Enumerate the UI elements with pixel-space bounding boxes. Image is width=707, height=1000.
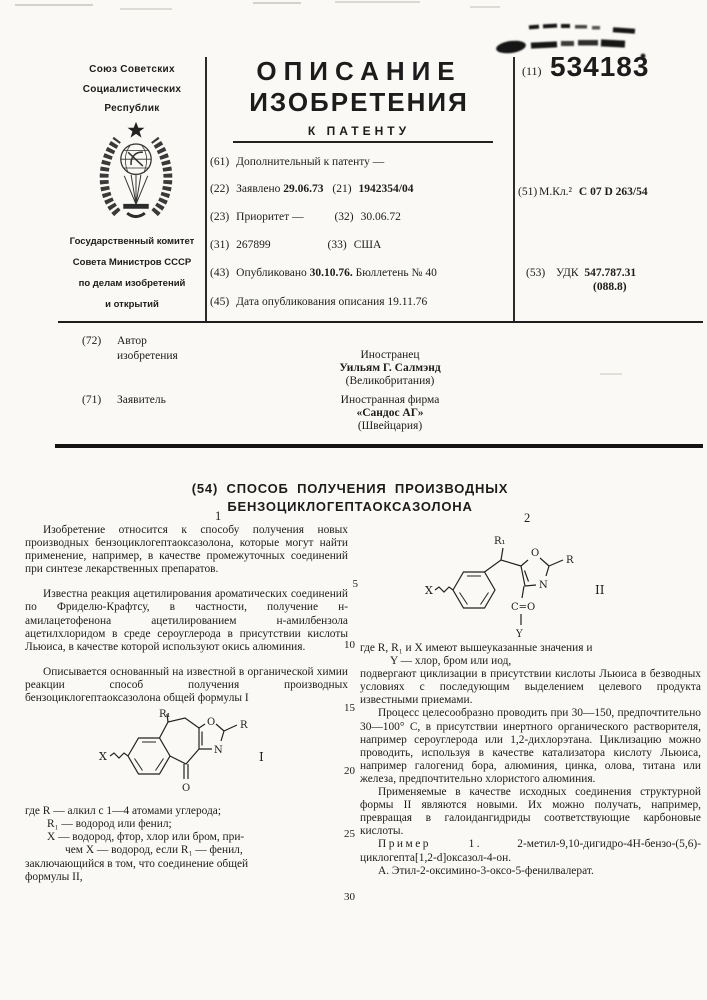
field-text: УДК — [556, 267, 579, 279]
body-column-left — [25, 524, 348, 884]
field-code: (23) — [210, 211, 230, 223]
chemical-formula-1 — [97, 709, 277, 801]
column-marker-1: 1 — [215, 509, 222, 523]
paragraph: Изобретение относится к способу получения новых производных бензоциклогептаоксазолона, которые могут найти применение, например, в качестве промежуточных соединений при синтезе лекарственных препаратов. — [25, 524, 348, 576]
paragraph: А. Этил-2-оксимино-3-оксо-5-фенилвалерат. — [378, 864, 594, 877]
definition-line: R₁ — водород или фенил; — [47, 818, 172, 831]
field-code: (51) — [518, 186, 538, 198]
applicant-block — [240, 394, 540, 433]
invention-title-line2: БЕНЗОЦИКЛОГЕПТАОКСАЗОЛОНА — [227, 499, 473, 514]
biblio-row-31 — [210, 239, 512, 251]
paragraph: Процесс целесообразно проводить при 30—150, предпочтительно 30—100° С, в присутствии инертного органического растворителя, например сероуглерода или 1,2-дихлорэтана. Циклизацию можно проводить, используя в качестве катализатора кислоту Льюиса, например галогенид бора, алюминия, цинка, олова, титана или железа, предпочтительно хлористого алюминия. — [360, 707, 701, 785]
column-marker-2: 2 — [524, 511, 531, 525]
where-clause-2: Y — хлор, бром или иод, — [390, 655, 512, 668]
author-label-2: изобретения — [117, 350, 178, 362]
chemical-formula-2 — [423, 528, 638, 640]
biblio-row-51 — [518, 186, 648, 198]
udc-number: 547.787.31 — [584, 267, 637, 279]
committee-line: по делам изобретений — [78, 278, 186, 289]
example-text: 2-метил-9,10-дигидро-4Н-бензо-(5,6)-циклогепта[1,2-d]оксазол-4-он. — [360, 838, 701, 864]
field-text: Опубликовано — [236, 267, 307, 279]
atom-x: X — [98, 750, 107, 764]
line-number-30: 30 — [344, 891, 355, 903]
filing-date: 29.06.73 — [283, 183, 324, 195]
paragraph: Известна реакция ацетилирования ароматических соединений по Фриделю-Крафтсу, в частности, получение н-амилацетофенона ацетилированием н-амилбензола ацетилхлоридом в среде сероуглерода в присутствии кислоты Льюиса, в качестве которой используют окись алюминия. — [25, 588, 348, 653]
ipc-class: C 07 D 263/54 — [578, 186, 648, 198]
application-number: 1942354/04 — [358, 183, 414, 195]
carbonyl-o: O — [181, 783, 190, 795]
country-line: Республик — [104, 103, 160, 114]
paragraph: подвергают циклизации в присутствии кислоты Льюиса в безводных условиях с последующим выделением целевого продукта известными приемами. — [360, 668, 701, 707]
atom-n: N — [539, 580, 548, 591]
definition-line: заключающийся в том, что соединение общей — [25, 857, 249, 870]
field-code: (53) — [526, 267, 546, 279]
committee-line: и открытий — [105, 299, 159, 310]
where-clause-1: где R, R₁ и X имеют вышеуказанные значения и — [360, 642, 593, 654]
atom-o: O — [531, 548, 540, 559]
field-text: Приоритет — — [236, 211, 304, 223]
priority-number: 267899 — [236, 239, 271, 251]
atom-n: N — [213, 745, 223, 757]
atom-y: Y — [516, 629, 523, 640]
definition-line: где R — алкил с 1—4 атомами углерода; — [25, 805, 222, 818]
biblio-row-53 — [526, 267, 636, 279]
field-text: Дополнительный к патенту — — [236, 156, 385, 168]
divider-right — [513, 57, 515, 322]
field-code: (61) — [210, 156, 230, 168]
biblio-row-45 — [210, 296, 512, 308]
doc-type-line2: ИЗОБРЕТЕНИЯ — [249, 87, 469, 117]
definition-line: X — водород, фтор, хлор или бром, при- — [47, 831, 245, 844]
committee-line: Государственный комитет — [69, 236, 195, 247]
applicant-country: (Швейцария) — [357, 420, 423, 432]
author-label-1: Автор — [117, 335, 147, 347]
body-column-right — [360, 528, 701, 878]
atom-x: X — [425, 584, 433, 597]
country-line: Социалистических — [82, 83, 182, 95]
country-line: Союз Советских — [89, 64, 175, 75]
substituent-r1: R₁ — [158, 709, 171, 721]
line-number-10: 10 — [344, 639, 355, 651]
acyl-group: C=O — [511, 602, 536, 613]
substituent-r: R — [566, 555, 574, 566]
field-code: (32) — [334, 211, 354, 223]
author-name: Уильям Г. Салмэнд — [339, 362, 441, 374]
paragraph: Применяемые в качестве исходных соединения структурной формы II являются новыми. Их можно получать, например, превращая в галоидангидриды соответствующие карбоновые кислоты. — [360, 786, 701, 838]
committee-name — [52, 231, 212, 315]
biblio-row-61 — [210, 156, 512, 168]
formula-label: I — [258, 750, 264, 765]
substituent-r: R — [239, 720, 248, 732]
biblio-row-22 — [210, 183, 512, 195]
field-text: Дата опубликования описания 19.11.76 — [236, 296, 428, 308]
atom-o: O — [206, 717, 215, 729]
field-code: (21) — [332, 183, 352, 195]
author-block — [240, 349, 540, 388]
line-number-5: 5 — [352, 578, 358, 590]
publication-date: 30.10.76. — [309, 267, 353, 279]
title-text: СПОСОБ ПОЛУЧЕНИЯ ПРОИЗВОДНЫХ — [226, 481, 509, 496]
paragraph: Описывается основанный на известной в органической химии реакции способ получения производных бензоциклогептаоксазолона общей формулы I — [25, 665, 348, 705]
field-code: (43) — [210, 267, 230, 279]
invention-title-line1 — [95, 481, 605, 496]
priority-country: США — [353, 239, 382, 251]
country-name — [56, 60, 208, 119]
substituent-definitions — [25, 805, 348, 884]
author-country: (Великобритания) — [345, 375, 435, 387]
biblio-row-43 — [210, 267, 512, 279]
field-code: (33) — [327, 239, 347, 251]
ussr-emblem — [86, 118, 186, 220]
pub-number: 534183 — [550, 51, 650, 82]
formula-label: II — [595, 583, 605, 597]
horizontal-rule-thick — [55, 444, 703, 448]
definition-line: формулы II, — [25, 870, 83, 883]
committee-line: Совета Министров СССР — [72, 257, 192, 268]
substituent-r1: R₁ — [494, 536, 506, 547]
field-code: (54) — [191, 481, 219, 496]
priority-date: 30.06.72 — [360, 211, 401, 223]
applicant-origin: Иностранная фирма — [340, 394, 440, 406]
applicant-label: Заявитель — [117, 394, 166, 406]
field-code: (22) — [210, 183, 230, 195]
field-text: М.Кл.² — [539, 186, 573, 198]
line-number-15: 15 — [344, 702, 355, 714]
author-origin: Иностранец — [360, 349, 420, 361]
line-number-25: 25 — [344, 828, 355, 840]
line-number-20: 20 — [344, 765, 355, 777]
biblio-row-23 — [210, 211, 512, 223]
paragraph-example — [360, 838, 701, 864]
field-code: (31) — [210, 239, 230, 251]
applicant-code: (71) — [82, 394, 102, 406]
author-code: (72) — [82, 335, 102, 347]
definition-line: чем X — водород, если R₁ — фенил, — [65, 844, 243, 857]
field-code: (45) — [210, 296, 230, 308]
subtitle-underline — [233, 141, 493, 143]
example-label: Пример 1. — [378, 838, 483, 851]
pub-number-code: (11) — [522, 64, 542, 78]
field-text: Заявлено — [236, 183, 281, 195]
bulletin: Бюллетень № 40 — [355, 267, 437, 279]
doc-type-subtitle: К ПАТЕНТУ — [307, 124, 411, 138]
horizontal-rule — [58, 321, 703, 323]
doc-type-line1: ОПИСАНИЕ — [256, 56, 462, 86]
udc-number-2: (088.8) — [593, 281, 627, 293]
applicant-name: «Сандос АГ» — [356, 407, 424, 419]
